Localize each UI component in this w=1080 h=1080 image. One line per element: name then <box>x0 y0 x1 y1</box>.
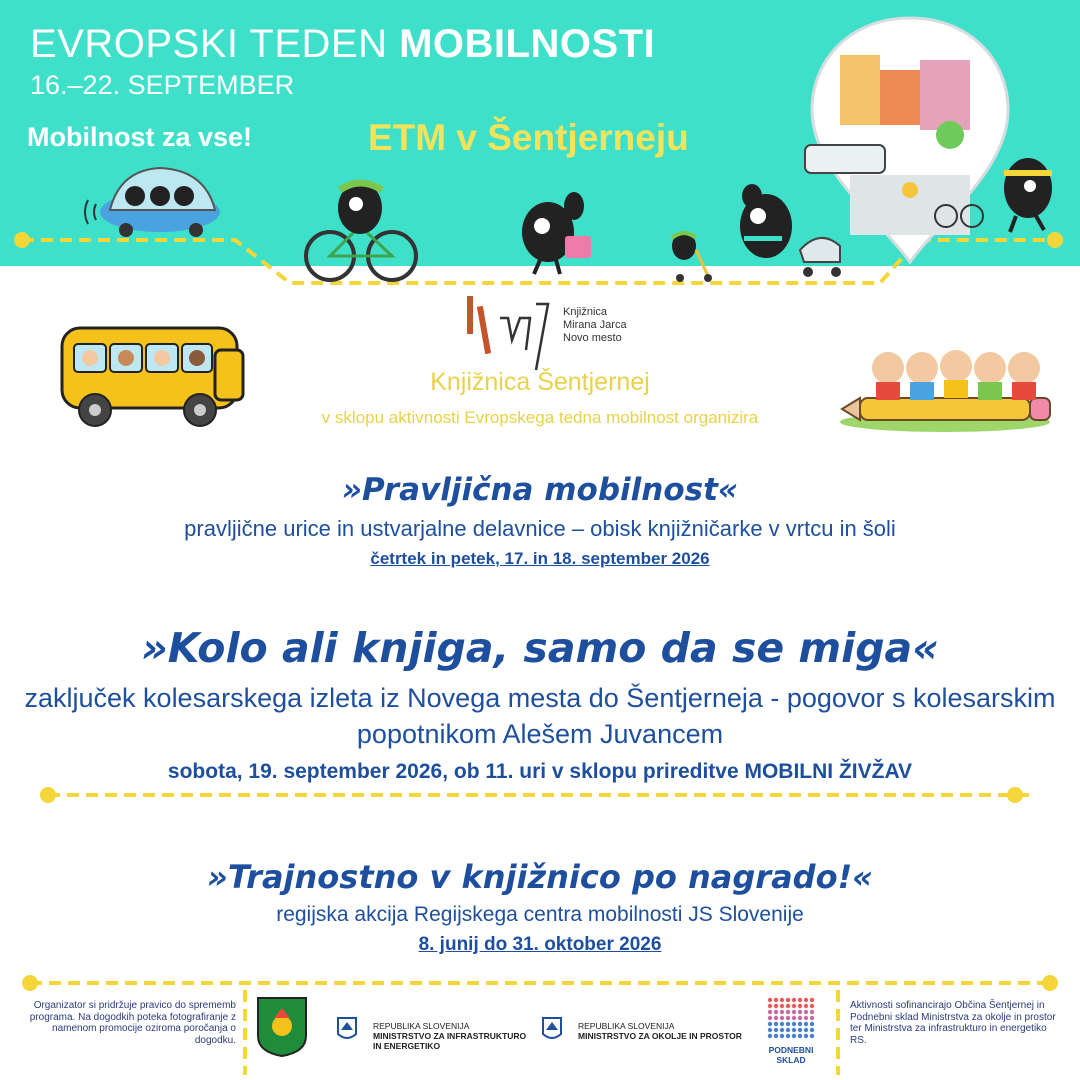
footer-path-dots <box>22 975 1058 991</box>
library-logo-mark <box>467 296 548 370</box>
event-3-date: 8. junij do 31. oktober 2026 <box>418 934 662 955</box>
title-bold: MOBILNOSTI <box>399 22 656 66</box>
climate-fund-label-1: PODNEBNI <box>768 1045 814 1055</box>
event-dates: 16.–22. SEPTEMBER <box>30 70 295 100</box>
ministry-environment-label <box>578 1021 742 1041</box>
footer-cofinancing: Aktivnosti sofinancirajo Občina Šentjernej in Podnebni sklad Ministrstva za okolje in prostor ter Ministrstva za infrastrukturo in energetiko RS. <box>850 1000 1056 1046</box>
slovenia-emblem-icon-2 <box>543 1018 561 1038</box>
coat-of-arms-icon <box>258 998 306 1056</box>
climate-fund-logo-icon <box>768 998 814 1038</box>
title-light: EVROPSKI TEDEN <box>30 22 388 66</box>
walker-illustration <box>522 192 591 274</box>
event-1-date: četrtek in petek, 17. in 18. september 2026 <box>370 549 710 568</box>
event-2-date: sobota, 19. september 2026, ob 11. uri v sklopu prireditve MOBILNI ŽIVŽAV <box>167 760 913 783</box>
event-3-description: regijska akcija Regijskega centra mobilnosti JS Slovenije <box>276 903 804 926</box>
ministry-infrastructure-label <box>373 1021 526 1051</box>
intro-subtitle: v sklopu aktivnosti Evropskega tedna mobilnost organizira <box>321 408 759 427</box>
slogan: Mobilnost za vse! <box>27 122 253 152</box>
slovenia-emblem-icon <box>338 1018 356 1038</box>
library-name: Knjižnica Šentjernej <box>430 368 650 396</box>
map-pin-illustration <box>805 18 1008 262</box>
ministry1-line2: MINISTRSTVO ZA INFRASTRUKTURO <box>373 1031 527 1041</box>
event-1-description: pravljične urice in ustvarjalne delavnice – obisk knjižničarke v vrtcu in šoli <box>184 516 896 541</box>
event-2-description: zaključek kolesarskega izleta iz Novega mesta do Šentjerneja - pogovor s kolesarskim popotnikom Alešem Juvancem <box>24 683 1056 749</box>
location-title: ETM v Šentjerneju <box>368 117 689 158</box>
ministry2-line1: REPUBLIKA SLOVENIJA <box>578 1021 675 1031</box>
library-logo-text <box>563 306 627 345</box>
library-logo-line3: Novo mesto <box>563 332 622 344</box>
ministry1-line1: REPUBLIKA SLOVENIJA <box>373 1021 470 1031</box>
footer-disclaimer: Organizator si pridržuje pravico do sprememb programa. Na dogodkih poteka fotografiranje z namenom promocije oziroma poročanja o dogodku. <box>29 1000 236 1046</box>
ministry1-line3: IN ENERGETIKO <box>373 1041 441 1051</box>
scooter-illustration <box>672 232 712 282</box>
climate-fund-label <box>763 1046 819 1065</box>
climate-fund-label-2: SKLAD <box>776 1054 806 1065</box>
cyclist-illustration <box>306 182 416 280</box>
car-illustration <box>85 168 220 237</box>
runner-illustration <box>1004 158 1052 232</box>
ministry2-line2: MINISTRSTVO ZA OKOLJE IN PROSTOR <box>578 1031 742 1041</box>
event-1-title: »Pravljična mobilnost« <box>341 472 739 508</box>
stroller-illustration <box>740 184 841 277</box>
event-3-title: »Trajnostno v knjižnico po nagrado!« <box>207 858 873 896</box>
event-2-title: »Kolo ali knjiga, samo da se miga« <box>141 624 939 672</box>
library-logo-line2: Mirana Jarca <box>563 319 627 331</box>
library-logo-line1: Knjižnica <box>563 306 608 318</box>
